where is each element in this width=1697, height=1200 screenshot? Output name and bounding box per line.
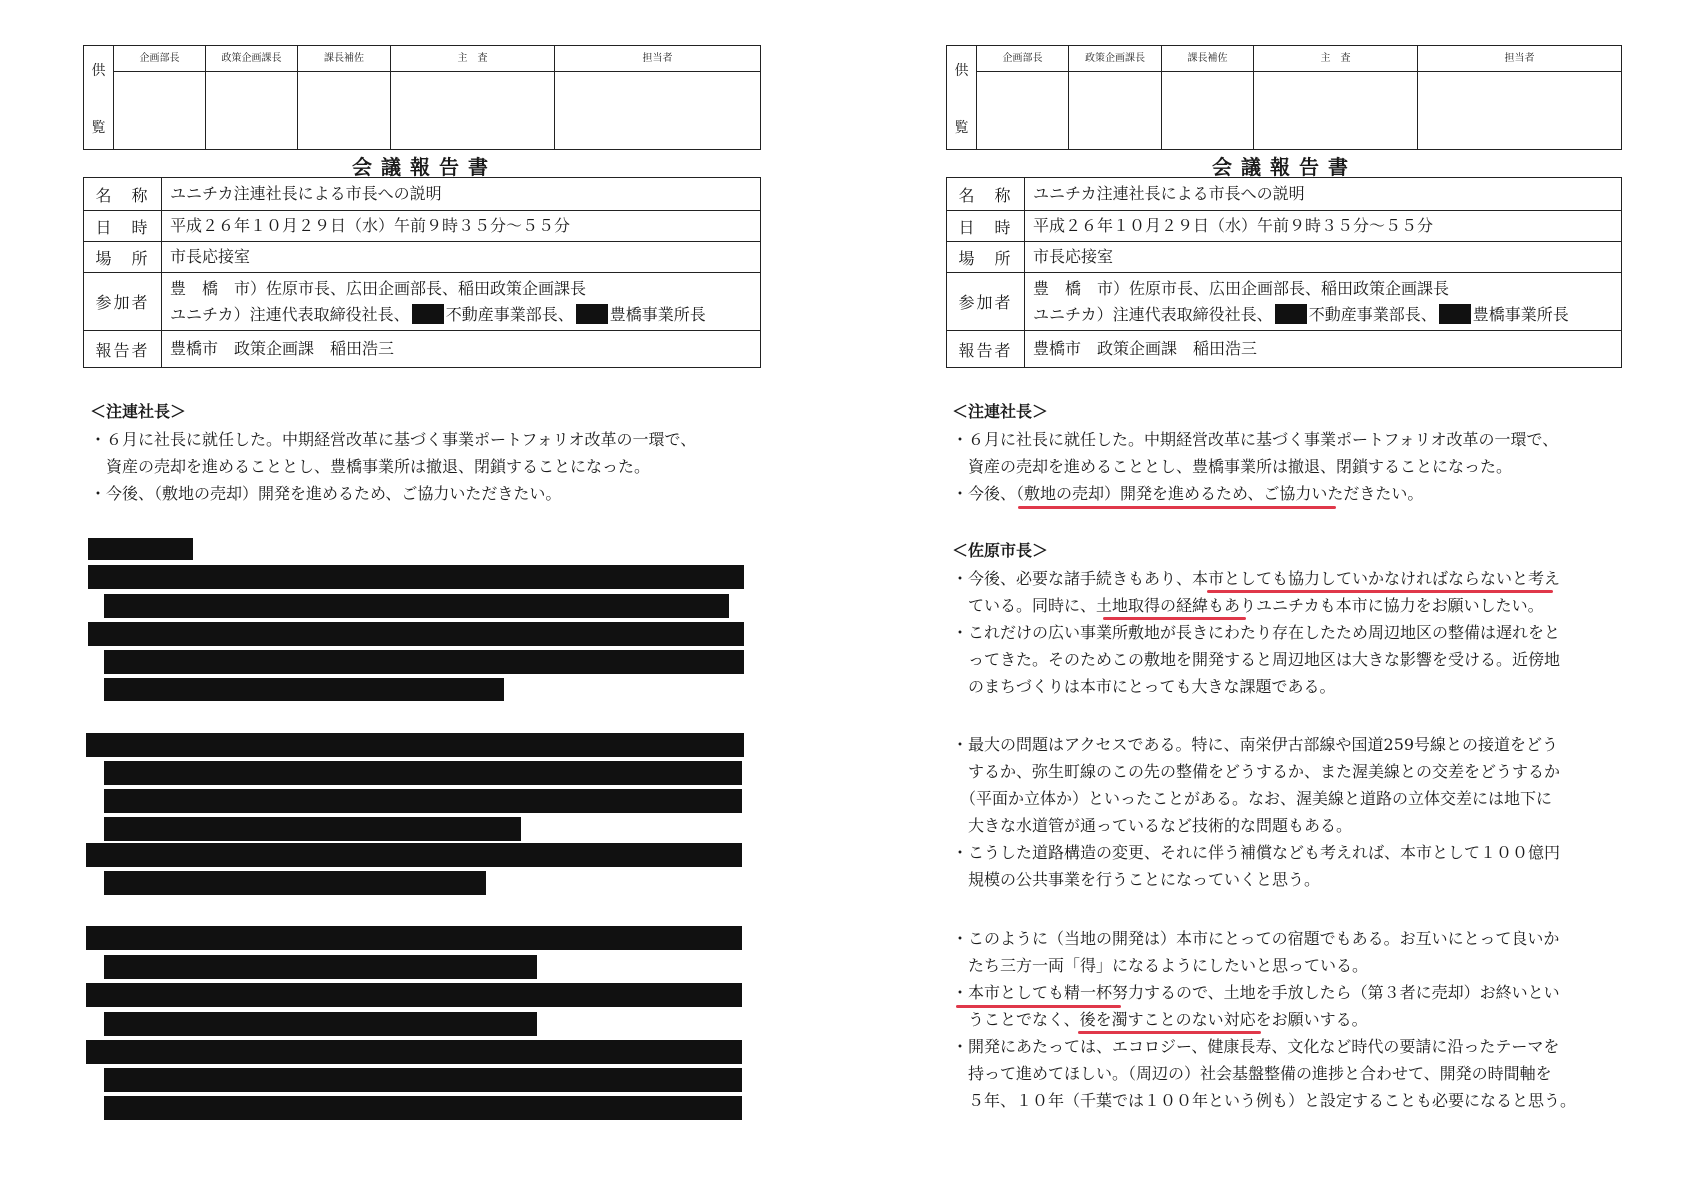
statement-line: 持って進めてほしい。（周辺の）社会基盤整備の進捗と合わせて、開発の時間軸を (952, 1064, 1552, 1083)
redaction-block (104, 955, 537, 979)
reporter-text: 豊橋市 政策企画課 稲田浩三 (170, 339, 395, 358)
participants-line: 豊 橋 市）佐原市長、広田企画部長、稲田政策企画課長 (1033, 278, 1450, 298)
reporter-value (1025, 331, 1621, 367)
statement-line: 規模の公共事業を行うことになっていくと思う。 (952, 870, 1321, 889)
report-title: 会議報告書 (1212, 155, 1357, 179)
redaction-block (86, 983, 742, 1007)
participants-label: 参加者 (947, 273, 1025, 330)
statement-line: ・今後、必要な諸手続きもあり、本市としても協力していかなければならないと考え (952, 569, 1561, 588)
president-statement (90, 426, 696, 507)
highlight-underline (1103, 617, 1246, 620)
info-row-place (947, 242, 1621, 273)
place-label: 場 所 (84, 242, 162, 272)
statement-line: （平面か立体か）といったことがある。なお、渥美線と道路の立体交差には地下に (952, 789, 1553, 808)
participants-value (162, 273, 760, 330)
info-row-place (84, 242, 760, 273)
approval-col-header: 政策企画課長 (206, 46, 297, 72)
place-value (162, 242, 760, 272)
mayor-statement-2 (952, 731, 1560, 893)
info-row-name (84, 178, 760, 211)
redaction-block (88, 622, 744, 646)
participants-part: ユニチカ）注連代表取締役社長、 (1033, 304, 1273, 324)
info-table (83, 177, 761, 368)
redaction-block (104, 1068, 742, 1092)
approval-col-header: 企画部長 (114, 46, 205, 72)
president-heading: ＜注連社長＞ (90, 402, 187, 421)
redaction-block (104, 761, 742, 785)
statement-line: ・開発にあたっては、エコロジー、健康長寿、文化など時代の要請に沿ったテーマを (952, 1037, 1560, 1056)
participants-line (1033, 302, 1613, 328)
participants-part: 豊橋事業所長 (1472, 304, 1569, 324)
redaction-block (104, 594, 729, 618)
right-page (860, 0, 1697, 1200)
approval-lead-bottom: 覧 (91, 120, 106, 136)
redaction-block (88, 538, 193, 560)
statement-line: のまちづくりは本市にとっても大きな課題である。 (952, 677, 1336, 696)
approval-cell (1254, 46, 1418, 149)
approval-lead (947, 46, 977, 149)
statement-line: 大きな水道管が通っているなど技術的な問題もある。 (952, 816, 1353, 835)
statement-line: ている。同時に、土地取得の経緯もありユニチカも本市に協力をお願いしたい。 (952, 596, 1544, 615)
participants-part: 不動産事業部長、 (1308, 304, 1437, 324)
statement-line: 資産の売却を進めることとし、豊橋事業所は撤退、閉鎖することになった。 (952, 457, 1513, 476)
statement-line: するか、弥生町線のこの先の整備をどうするか、また渥美線との交差をどうするか (952, 762, 1561, 781)
statement-line: ・最大の問題はアクセスである。特に、南栄伊古部線や国道259号線との接道をどう (952, 735, 1559, 754)
info-table (946, 177, 1622, 368)
name-value (1025, 178, 1621, 210)
date-value (1025, 211, 1621, 241)
date-label: 日 時 (84, 211, 162, 241)
approval-col-header: 主 査 (1254, 46, 1417, 72)
date-text: 平成２６年１０月２９日（水）午前９時３５分～５５分 (1033, 216, 1434, 235)
redaction-mark (1275, 304, 1307, 324)
name-text: ユニチカ注連社長による市長への説明 (170, 184, 442, 203)
approval-cell (1418, 46, 1621, 149)
reporter-text: 豊橋市 政策企画課 稲田浩三 (1033, 339, 1258, 358)
redaction-mark (412, 304, 444, 324)
date-text: 平成２６年１０月２９日（水）午前９時３５分～５５分 (170, 216, 571, 235)
statement-line: ・今後、（敷地の売却）開発を進めるため、ご協力いただきたい。 (952, 484, 1424, 503)
redaction-block (104, 1012, 537, 1036)
statement-line: 資産の売却を進めることとし、豊橋事業所は撤退、閉鎖することになった。 (90, 457, 651, 476)
approval-col-header: 政策企画課長 (1069, 46, 1161, 72)
approval-cell (391, 46, 555, 149)
place-value (1025, 242, 1621, 272)
info-row-date (84, 211, 760, 242)
participants-line: 豊 橋 市）佐原市長、広田企画部長、稲田政策企画課長 (170, 278, 587, 298)
name-label: 名 称 (947, 178, 1025, 210)
redaction-block (104, 817, 521, 841)
left-page (0, 0, 840, 1200)
statement-line: ・６月に社長に就任した。中期経営改革に基づく事業ポートフォリオ改革の一環で、 (90, 430, 697, 449)
info-row-participants (947, 273, 1621, 331)
redaction-block (104, 871, 486, 895)
name-label: 名 称 (84, 178, 162, 210)
statement-line: ・このように（当地の開発は）本市にとっての宿題でもある。お互いにとって良いか (952, 929, 1560, 948)
participants-part: 豊橋事業所長 (609, 304, 706, 324)
redaction-mark (1439, 304, 1471, 324)
approval-lead-top: 供 (91, 63, 106, 79)
highlight-underline (1207, 590, 1553, 593)
participants-part: ユニチカ）注連代表取締役社長、 (170, 304, 410, 324)
reporter-label: 報告者 (84, 331, 162, 367)
info-row-name (947, 178, 1621, 211)
approval-lead-top: 供 (954, 63, 969, 79)
reporter-value (162, 331, 760, 367)
highlight-underline (956, 1005, 1121, 1008)
redaction-mark (576, 304, 608, 324)
date-value (162, 211, 760, 241)
statement-line: うことでなく、後を濁すことのない対応をお願いする。 (952, 1010, 1368, 1029)
redaction-block (86, 1040, 742, 1064)
approval-cell (1069, 46, 1162, 149)
approval-grid (946, 45, 1622, 150)
president-statement (952, 426, 1558, 507)
approval-grid (83, 45, 761, 150)
mayor-heading: ＜佐原市長＞ (952, 541, 1049, 560)
approval-col-header: 課長補佐 (298, 46, 390, 72)
redaction-block (86, 843, 742, 867)
approval-col-header: 担当者 (555, 46, 760, 72)
report-title: 会議報告書 (352, 155, 497, 179)
redaction-block (104, 1096, 742, 1120)
highlight-underline (1078, 1031, 1261, 1034)
mayor-statement-1 (952, 565, 1560, 700)
redaction-block (86, 733, 744, 757)
redaction-block (104, 650, 744, 674)
participants-label: 参加者 (84, 273, 162, 330)
highlight-underline (1018, 506, 1336, 509)
approval-cell (206, 46, 298, 149)
redaction-block (104, 678, 504, 701)
approval-col-header: 課長補佐 (1162, 46, 1253, 72)
participants-value (1025, 273, 1621, 330)
statement-line: ・これだけの広い事業所敷地が長きにわたり存在したため周辺地区の整備は遅れをと (952, 623, 1561, 642)
reporter-label: 報告者 (947, 331, 1025, 367)
president-heading: ＜注連社長＞ (952, 402, 1049, 421)
approval-cell (298, 46, 391, 149)
redaction-block (86, 926, 742, 950)
participants-line (170, 302, 752, 328)
info-row-reporter (84, 331, 760, 367)
mayor-statement-3 (952, 925, 1576, 1114)
redaction-block (104, 789, 742, 813)
date-label: 日 時 (947, 211, 1025, 241)
statement-line: ・こうした道路構造の変更、それに伴う補償なども考えれば、本市として１００億円 (952, 843, 1561, 862)
name-text: ユニチカ注連社長による市長への説明 (1033, 184, 1305, 203)
approval-cell (555, 46, 760, 149)
statement-line: たち三方一両「得」になるようにしたいと思っている。 (952, 956, 1369, 975)
redaction-block (88, 565, 744, 589)
name-value (162, 178, 760, 210)
place-label: 場 所 (947, 242, 1025, 272)
approval-lead-bottom: 覧 (954, 120, 969, 136)
approval-col-header: 担当者 (1418, 46, 1621, 72)
statement-line: ってきた。そのためこの敷地を開発すると周辺地区は大きな影響を受ける。近傍地 (952, 650, 1561, 669)
statement-line: ・６月に社長に就任した。中期経営改革に基づく事業ポートフォリオ改革の一環で、 (952, 430, 1559, 449)
place-text: 市長応接室 (1033, 247, 1114, 266)
info-row-participants (84, 273, 760, 331)
statement-line: ・今後、（敷地の売却）開発を進めるため、ご協力いただきたい。 (90, 484, 562, 503)
info-row-date (947, 211, 1621, 242)
participants-part: 不動産事業部長、 (445, 304, 574, 324)
approval-cell (114, 46, 206, 149)
approval-col-header: 主 査 (391, 46, 554, 72)
statement-line: ５年、１０年（千葉では１００年という例も）と設定することも必要になると思う。 (952, 1091, 1577, 1110)
approval-cell (977, 46, 1069, 149)
statement-line: ・本市としても精一杯努力するので、土地を手放したら（第３者に売却）お終いとい (952, 983, 1560, 1002)
approval-col-header: 企画部長 (977, 46, 1068, 72)
info-row-reporter (947, 331, 1621, 367)
approval-cell (1162, 46, 1254, 149)
approval-lead (84, 46, 114, 149)
place-text: 市長応接室 (170, 247, 251, 266)
